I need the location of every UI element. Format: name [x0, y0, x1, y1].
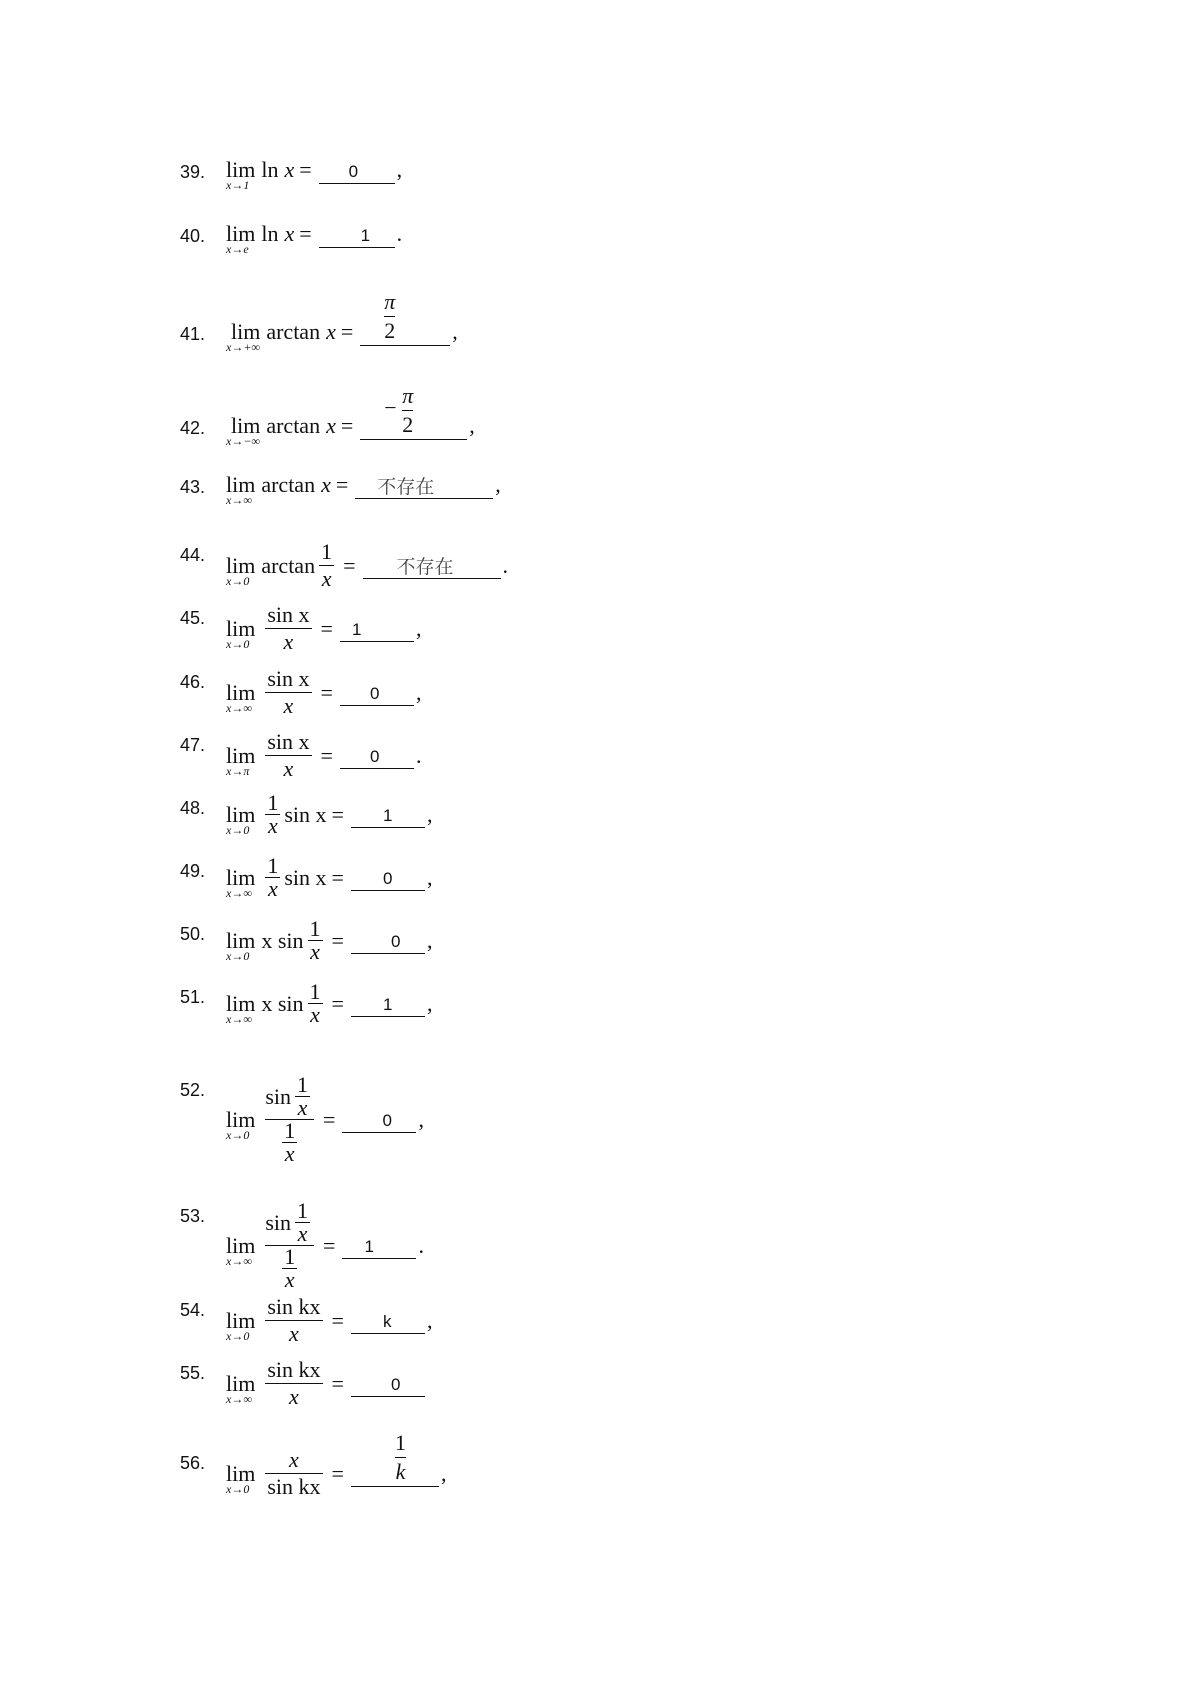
lim-operator: lim x→∞ [226, 990, 256, 1026]
punctuation: , [452, 319, 458, 344]
lim-operator: lim x→0 [226, 1106, 256, 1142]
punctuation: . [418, 1232, 424, 1258]
lim-subscript: x→∞ [226, 700, 252, 715]
lim-subscript: x→+∞ [226, 340, 260, 354]
numerator: sin x [267, 666, 310, 691]
limit-expression [226, 156, 403, 192]
limit-expression [226, 288, 458, 354]
equals-sign: = [323, 1106, 336, 1132]
answer: 0 [382, 1111, 392, 1130]
lim-subscript: x→0 [226, 1127, 250, 1142]
answer: 1 [360, 225, 371, 245]
answer: 不存在 [377, 475, 435, 498]
compound-numerator [265, 1200, 314, 1245]
variable: x [321, 472, 331, 497]
answer-blank [351, 1430, 439, 1487]
equals-sign: = [340, 413, 354, 438]
numerator: 1 [284, 1244, 296, 1269]
lim-operator: lim x→−∞ [226, 413, 261, 448]
lim-subscript: x→0 [226, 573, 250, 588]
lim-operator: lim x→+∞ [226, 319, 261, 354]
answer: 1 [351, 620, 362, 639]
lim-operator: lim x→0 [226, 552, 256, 588]
variable: x [326, 319, 336, 344]
lim-operator: lim x→1 [226, 157, 256, 192]
denominator: x [310, 939, 320, 964]
punctuation: , [396, 157, 403, 182]
denominator: x [267, 876, 278, 901]
limit-expression [226, 729, 421, 782]
leading-term: x sin [261, 990, 304, 1016]
answer-blank [351, 1370, 425, 1397]
numerator: sin kx [267, 1294, 321, 1319]
equals-sign: = [340, 319, 354, 344]
fraction [265, 729, 311, 782]
equals-sign: = [320, 742, 333, 768]
lim-subscript: x→∞ [226, 1253, 252, 1268]
answer-denominator: 2 [384, 317, 396, 343]
limit-expression [226, 602, 421, 655]
punctuation: , [426, 1307, 433, 1333]
punctuation: , [415, 679, 422, 705]
problem-number: 51. [180, 987, 206, 1007]
answer-blank [355, 472, 493, 499]
denominator: x [283, 629, 294, 654]
lim-subscript: x→∞ [226, 885, 252, 900]
denominator: sin kx [267, 1474, 321, 1499]
trailing-term: sin x [284, 864, 327, 890]
lim-operator: lim x→∞ [226, 1232, 256, 1268]
variable: x [284, 221, 295, 246]
denominator: x [267, 813, 278, 838]
answer-blank [340, 615, 414, 642]
answer-blank [319, 221, 395, 248]
limit-expression [226, 382, 475, 448]
limit-expression [226, 1430, 447, 1500]
lim-operator: lim x→0 [226, 927, 256, 963]
lim-operator: lim x→0 [226, 801, 256, 837]
punctuation: , [469, 413, 475, 438]
denominator: x [284, 1141, 295, 1166]
answer-numerator: π [402, 382, 414, 408]
fraction [265, 602, 311, 655]
lim-subscript: x→0 [226, 822, 250, 837]
lim-operator: lim x→0 [226, 1460, 256, 1496]
problem-number: 39. [180, 162, 206, 182]
lim-subscript: x→e [226, 242, 249, 256]
answer-blank [363, 552, 501, 579]
equals-sign: = [320, 615, 333, 641]
punctuation: , [440, 1460, 447, 1486]
denominator: x [297, 1095, 308, 1120]
limit-expression [226, 1074, 424, 1165]
denominator: x [289, 1384, 299, 1409]
problem-number: 52. [180, 1080, 206, 1100]
equals-sign: = [331, 927, 344, 953]
fraction [265, 1447, 322, 1500]
punctuation: , [426, 864, 433, 890]
fraction [319, 539, 334, 592]
lim-subscript: x→∞ [226, 1391, 252, 1406]
answer-blank [342, 1106, 416, 1133]
equals-sign: = [331, 801, 344, 827]
lim-subscript: x→0 [226, 948, 250, 963]
problem-number: 42. [180, 418, 206, 438]
answer: 1 [364, 1237, 374, 1256]
denominator: x [321, 566, 332, 591]
numerator: 1 [267, 790, 279, 815]
function-name: arctan [261, 472, 316, 497]
lim-subscript: x→π [226, 763, 250, 778]
answer-fraction [395, 1429, 406, 1486]
limit-expression [226, 666, 421, 719]
lim-operator: lim x→∞ [226, 472, 256, 507]
limit-expression [226, 792, 432, 837]
punctuation: , [418, 1106, 424, 1132]
punctuation: . [415, 742, 422, 768]
lim-subscript: x→−∞ [226, 434, 260, 448]
numerator: 1 [309, 916, 321, 941]
answer: 0 [390, 1375, 401, 1394]
punctuation: , [426, 990, 433, 1016]
equals-sign: = [331, 1370, 344, 1396]
fraction [265, 1294, 322, 1347]
limit-expression [226, 918, 432, 963]
fraction [265, 855, 280, 900]
fraction [265, 792, 280, 837]
compound-fraction [265, 1200, 314, 1291]
limit-expression [226, 981, 432, 1026]
answer-blank [360, 382, 467, 440]
numerator: 1 [284, 1118, 296, 1143]
equals-sign: = [331, 864, 344, 890]
answer: 0 [369, 747, 380, 766]
denominator: x [310, 1002, 320, 1027]
numerator: 1 [309, 979, 321, 1004]
denominator: x [284, 1267, 295, 1292]
numerator: 1 [297, 1072, 309, 1097]
punctuation: , [426, 927, 433, 953]
fraction [265, 1357, 322, 1410]
equals-sign: = [335, 472, 349, 497]
lim-subscript: x→∞ [226, 1011, 252, 1026]
compound-denominator [282, 1246, 297, 1291]
punctuation: . [396, 221, 403, 246]
lim-operator: lim x→0 [226, 1307, 256, 1343]
answer-blank [351, 990, 425, 1017]
problem-number: 46. [180, 672, 206, 692]
answer-blank [340, 679, 414, 706]
answer-blank [342, 1232, 416, 1259]
answer: 0 [369, 684, 380, 703]
function-name: ln [261, 221, 279, 246]
limit-expression [226, 539, 508, 592]
problem-number: 43. [180, 477, 206, 497]
equals-sign: = [320, 679, 333, 705]
limit-expression [226, 220, 403, 256]
answer-blank [351, 927, 425, 954]
limit-expression [226, 1357, 427, 1410]
limit-expression [226, 855, 432, 900]
lim-operator: lim x→e [226, 221, 256, 256]
compound-denominator [282, 1120, 297, 1165]
problem-number: 50. [180, 924, 206, 944]
denominator: x [283, 693, 294, 718]
function-name: sin [265, 1209, 292, 1235]
lim-subscript: x→0 [226, 1481, 250, 1496]
answer-blank [351, 801, 425, 828]
equals-sign: = [331, 990, 344, 1016]
answer-blank [351, 1307, 425, 1334]
function-name: arctan [266, 319, 321, 344]
numerator: 1 [321, 539, 333, 564]
answer: 1 [382, 995, 393, 1014]
equals-sign: = [331, 1307, 344, 1333]
denominator: x [289, 1321, 299, 1346]
answer-numerator: 1 [394, 1430, 406, 1455]
answer-fraction [384, 382, 414, 439]
answer-sign: − [384, 394, 397, 420]
answer: 1 [382, 806, 393, 825]
lim-operator: lim x→π [226, 742, 256, 778]
lim-subscript: x→0 [226, 636, 250, 651]
fraction [308, 918, 323, 963]
equals-sign: = [299, 221, 312, 246]
answer: 不存在 [396, 556, 454, 578]
answer-denominator: k [395, 1459, 406, 1484]
answer: 0 [382, 869, 393, 888]
answer-blank [319, 157, 395, 184]
limit-expression [226, 471, 501, 507]
numerator: sin kx [267, 1357, 321, 1382]
compound-fraction [265, 1074, 314, 1165]
problem-number: 47. [180, 735, 206, 755]
lim-subscript: x→1 [226, 178, 250, 192]
numerator: sin x [267, 602, 310, 627]
variable: x [284, 157, 295, 182]
leading-term: x sin [261, 927, 304, 953]
problem-number: 55. [180, 1363, 206, 1383]
lim-operator: lim x→∞ [226, 679, 256, 715]
denominator: x [297, 1221, 308, 1246]
fraction [265, 666, 311, 719]
variable: x [326, 413, 336, 438]
lim-operator: lim x→∞ [226, 864, 256, 900]
punctuation: , [415, 615, 422, 641]
answer-fraction [384, 288, 395, 345]
punctuation: , [495, 472, 501, 497]
answer: 0 [348, 161, 359, 181]
answer: 0 [390, 932, 401, 951]
inner-fraction [295, 1200, 310, 1245]
function-name: ln [261, 157, 279, 182]
numerator: 1 [297, 1198, 309, 1223]
trailing-term: sin x [284, 801, 327, 827]
lim-subscript: x→∞ [226, 493, 252, 507]
function-name: arctan [266, 413, 321, 438]
answer-blank [340, 742, 414, 769]
problem-number: 54. [180, 1300, 206, 1320]
limit-expression [226, 1200, 424, 1291]
function-name: arctan [261, 552, 316, 578]
answer-blank [360, 288, 450, 346]
problem-number: 53. [180, 1206, 206, 1226]
numerator: x [289, 1447, 299, 1472]
equals-sign: = [299, 157, 312, 182]
punctuation: . [502, 552, 508, 578]
problem-number: 44. [180, 545, 206, 565]
equals-sign: = [343, 552, 356, 578]
problem-number: 45. [180, 608, 206, 628]
equals-sign: = [323, 1232, 336, 1258]
problem-number: 41. [180, 324, 206, 344]
equals-sign: = [331, 1460, 344, 1486]
problem-number: 49. [180, 861, 206, 881]
lim-operator: lim x→0 [226, 615, 256, 651]
compound-numerator [265, 1074, 314, 1119]
limit-expression [226, 1294, 432, 1347]
fraction [308, 981, 323, 1026]
denominator: x [283, 756, 294, 781]
answer: k [382, 1312, 392, 1331]
numerator: sin x [267, 729, 310, 754]
lim-operator: lim x→∞ [226, 1370, 256, 1406]
problem-number: 56. [180, 1453, 206, 1473]
numerator: 1 [267, 853, 279, 878]
function-name: sin [265, 1083, 292, 1109]
answer-numerator: π [384, 288, 396, 314]
answer-denominator: 2 [402, 411, 414, 437]
lim-subscript: x→0 [226, 1328, 250, 1343]
punctuation: , [426, 801, 433, 827]
inner-fraction [295, 1074, 310, 1119]
problem-number: 48. [180, 798, 206, 818]
problem-number: 40. [180, 226, 206, 246]
answer-blank [351, 864, 425, 891]
